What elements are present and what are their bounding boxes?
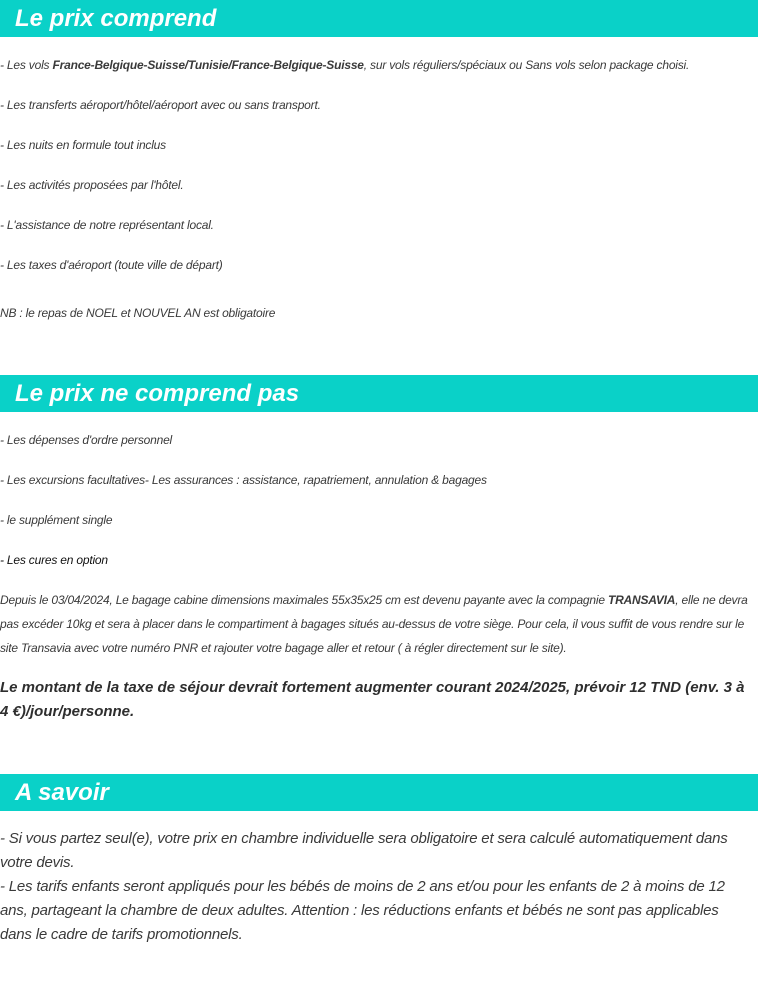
single-supplement-paragraph: - Si vous partez seul(e), votre prix en chambre individuelle sera obligatoire et sera calculé automatiquement dans votre devis. [0, 830, 728, 871]
section-header-a-savoir: A savoir [0, 774, 758, 811]
included-activities-line: - Les activités proposées par l'hôtel. [0, 178, 184, 192]
excluded-cures-line: - Les cures en option [0, 553, 108, 567]
flights-suffix: , sur vols réguliers/spéciaux ou Sans vols selon package choisi. [363, 58, 690, 72]
section-header-prix-comprend: Le prix comprend [0, 0, 758, 37]
included-transfers-line: - Les transferts aéroport/hôtel/aéroport avec ou sans transport. [0, 98, 321, 112]
included-flights-line [0, 57, 756, 73]
excluded-excursions-line: - Les excursions facultatives- Les assurances : assistance, rapatriement, annulation & bagages [0, 473, 487, 487]
bagage-part1: Depuis le 03/04/2024, Le bagage cabine dimensions maximales 55x35x25 cm est devenu payante avec la compagnie [0, 593, 608, 607]
nb-note: NB : le repas de NOEL et NOUVEL AN est obligatoire [0, 306, 276, 320]
section-header-prix-ne-comprend-pas: Le prix ne comprend pas [0, 375, 758, 412]
bagage-company: TRANSAVIA [607, 593, 676, 607]
bagage-part2: , elle ne devra pas excéder 10kg et sera à placer dans le compartiment à bagages situés au-dessus de votre siège. Pour cela, il vous suffit de vous rendre sur le site Transavia avec votre numéro PNR et rajouter votre bagage aller et retour ( à régler directement sur le site). [0, 593, 748, 655]
flights-prefix: - Les vols [0, 58, 53, 72]
bagage-paragraph [0, 588, 754, 660]
included-assistance-line: - L'assistance de notre représentant local. [0, 218, 214, 232]
excluded-single-line: - le supplément single [0, 513, 113, 527]
excluded-personal-line: - Les dépenses d'ordre personnel [0, 433, 173, 447]
included-nights-line: - Les nuits en formule tout inclus [0, 138, 166, 152]
flights-route: France-Belgique-Suisse/Tunisie/France-Belgique-Suisse [52, 58, 364, 72]
taxe-sejour-notice: Le montant de la taxe de séjour devrait fortement augmenter courant 2024/2025, prévoir 12 TND (env. 3 à 4 €)/jour/personne. [0, 679, 745, 720]
children-rates-paragraph: - Les tarifs enfants seront appliqués pour les bébés de moins de 2 ans et/ou pour les enfants de 2 à moins de 12 ans, partageant la chambre de deux adultes. Attention : les réductions enfants et bébés ne sont pas applicables dans le cadre de tarifs promotionnels. [0, 878, 725, 943]
included-taxes-line: - Les taxes d'aéroport (toute ville de départ) [0, 258, 223, 272]
